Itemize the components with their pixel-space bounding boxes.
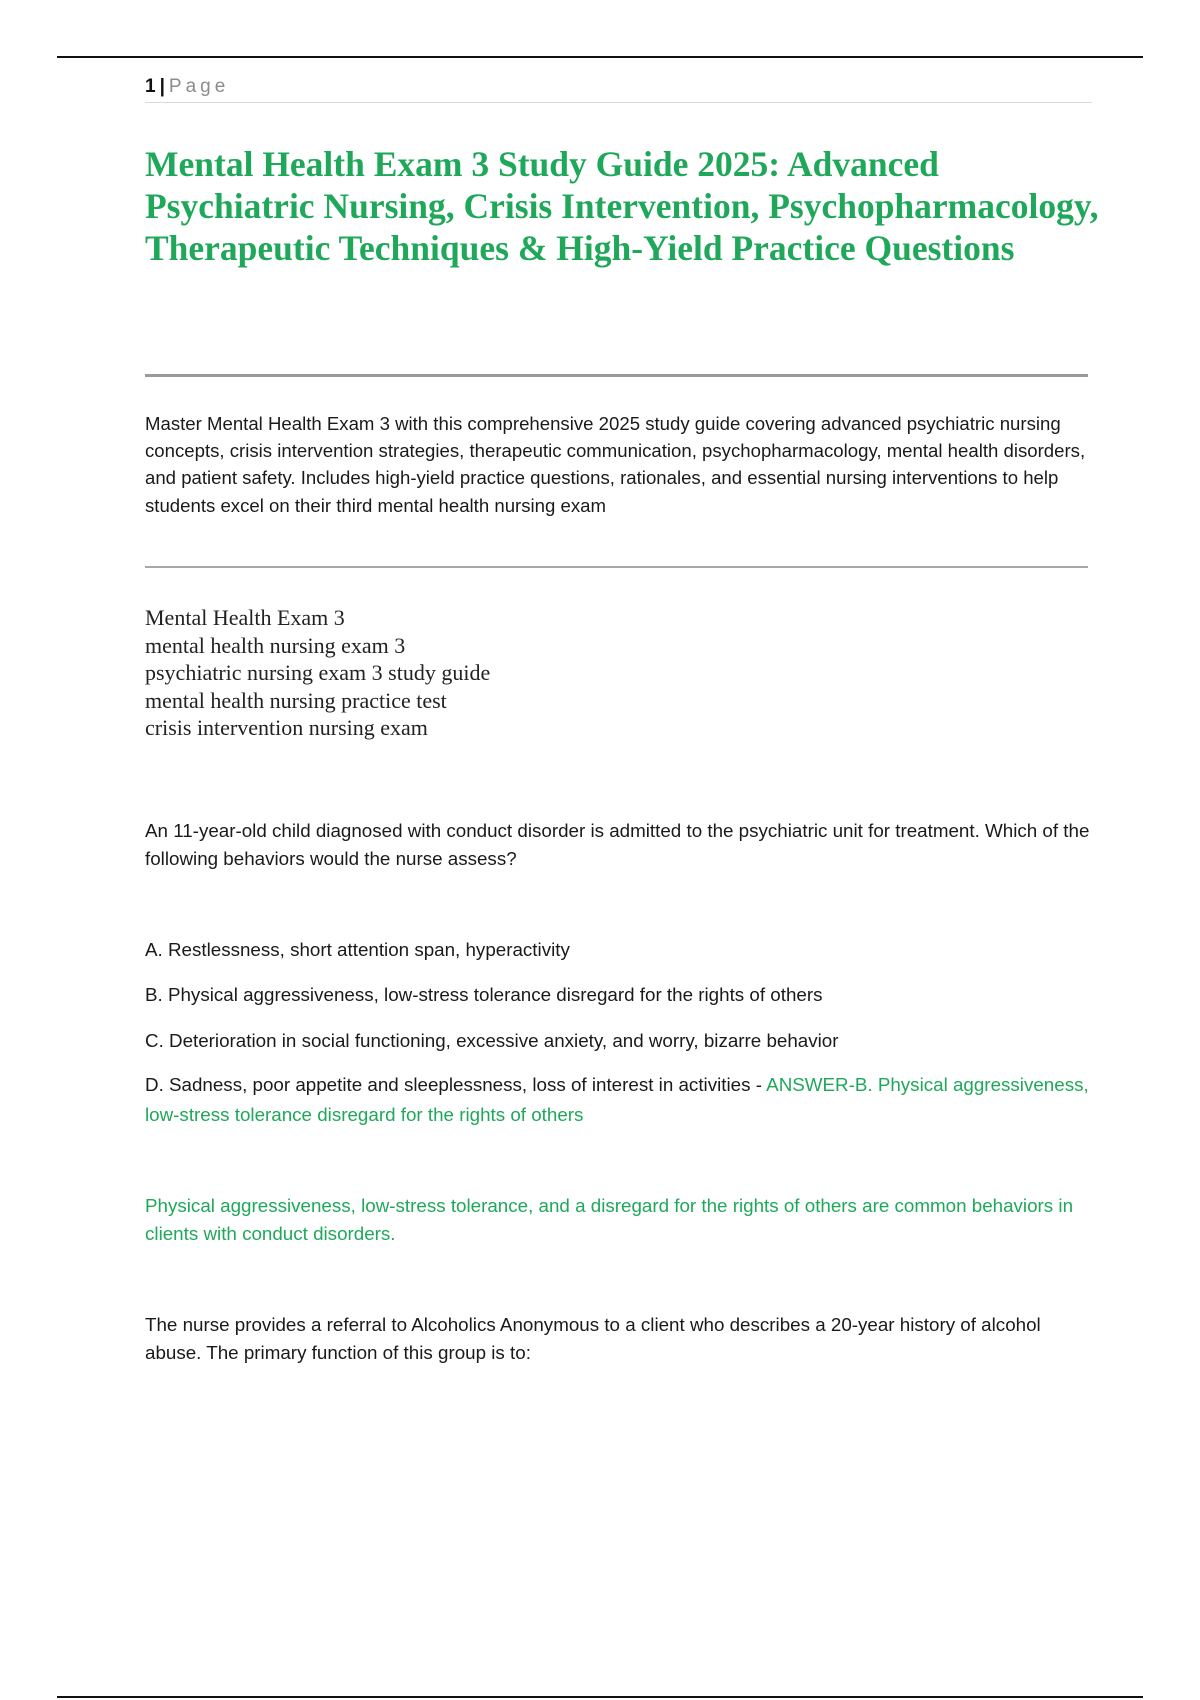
question-1-text: An 11-year-old child diagnosed with conduct disorder is admitted to the psychiatric unit for treatment. Which of the following behaviors would the nurse assess?	[145, 820, 1090, 869]
page-number: 1	[145, 76, 156, 97]
keyword-item: psychiatric nursing exam 3 study guide	[145, 660, 491, 686]
keyword-item: crisis intervention nursing exam	[145, 715, 428, 741]
page-top-rule	[57, 56, 1143, 58]
question-1-option-a: A. Restlessness, short attention span, hyperactivity	[145, 939, 570, 960]
page-label: Page	[168, 76, 230, 97]
question-2-text: The nurse provides a referral to Alcoholics Anonymous to a client who describes a 20-year history of alcohol abuse. The primary function of this group is to:	[145, 1314, 1041, 1363]
keyword-item: mental health nursing practice test	[145, 687, 447, 713]
question-1-answer: ANSWER-B. Physical aggressiveness, low-stress tolerance disregard for the rights of others	[145, 1074, 1089, 1125]
question-1-option-d	[145, 1070, 1095, 1130]
document-title: Mental Health Exam 3 Study Guide 2025: Advanced Psychiatric Nursing, Crisis Intervention, Psychopharmacology, Therapeutic Techniques & High-Yield Practice Questions	[145, 144, 1099, 268]
header-separator: |	[159, 76, 165, 97]
page-header	[145, 74, 1092, 103]
question-1-rationale: Physical aggressiveness, low-stress tolerance, and a disregard for the rights of others are common behaviors in clients with conduct disorders.	[145, 1195, 1074, 1244]
section-divider	[145, 374, 1088, 377]
keyword-list	[145, 604, 490, 742]
page-bottom-rule	[57, 1696, 1143, 1698]
option-d-text: D. Sadness, poor appetite and sleeplessness, loss of interest in activities -	[145, 1074, 767, 1095]
document-description: Master Mental Health Exam 3 with this comprehensive 2025 study guide covering advanced psychiatric nursing concepts, crisis intervention strategies, therapeutic communication, psychopharmacology, mental health disorders, and patient safety. Includes high-yield practice questions, rationales, and essential nursing interventions to help students excel on their third mental health nursing exam	[145, 413, 1086, 516]
question-1-option-b: B. Physical aggressiveness, low-stress tolerance disregard for the rights of others	[145, 984, 823, 1005]
section-divider	[145, 566, 1088, 568]
question-1-option-c: C. Deterioration in social functioning, excessive anxiety, and worry, bizarre behavior	[145, 1030, 839, 1051]
keyword-item: Mental Health Exam 3	[145, 605, 345, 630]
keyword-item: mental health nursing exam 3	[145, 632, 406, 658]
